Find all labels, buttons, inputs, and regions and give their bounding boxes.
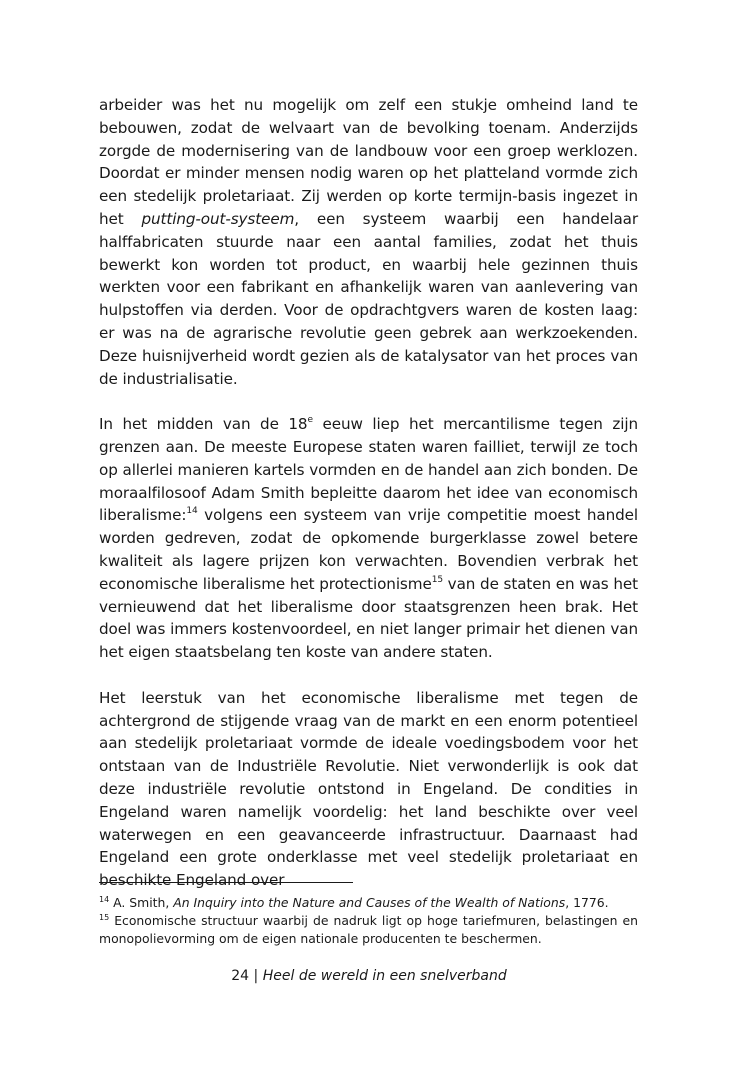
footnote-14-text-a: A. Smith, xyxy=(109,895,174,910)
footnotes xyxy=(99,894,638,948)
paragraph-3: Het leerstuk van het economische liberalisme met tegen de achtergrond de stijgende vraag van de markt en een enorm potentieel aan stedelijk proletariaat vormde de ideale voedingsbodem voor het ontstaan van de Industriële Revolutie. Niet verwonderlijk is ook dat deze industriële revolutie ontstond in Engeland. De condities in Engeland waren namelijk voordelig: het land beschikte over veel waterwegen en een geavanceerde infrastructuur. Daarnaast had Engeland een grote onderklasse met veel stedelijk proletariaat en beschikte Engeland over xyxy=(99,688,638,890)
footnote-divider xyxy=(99,882,353,883)
paragraph-2-text-c: volgens een systeem van vrije competitie moest handel worden gedreven, zodat de opkomende burgerklasse zowel betere kwaliteit als lagere prijzen kon verwachten. Bovendien verbrak het economische liberalisme het protectionisme xyxy=(99,506,638,593)
page-body xyxy=(99,94,638,892)
paragraph-1 xyxy=(99,94,638,390)
page-number: 24 xyxy=(231,968,250,984)
ordinal-superscript: e xyxy=(307,415,313,426)
footnote-15-text: Economische structuur waarbij de nadruk ligt op hoge tariefmuren, belastingen en monopolievorming om de eigen nationale producenten te beschermen. xyxy=(99,913,638,946)
footnote-ref-15[interactable]: 15 xyxy=(431,574,443,585)
paragraph-2-text-a: In het midden van de 18 xyxy=(99,415,308,434)
paragraph-1-text-a: arbeider was het nu mogelijk om zelf een stukje omheind land te bebouwen, zodat de welvaart van de bevolking toenam. Anderzijds zorgde de modernisering van de landbouw voor een groep werklozen. Doordat er minder mensen nodig waren op het platteland vormde zich een stedelijk proletariaat. Zij werden op korte termijn-basis ingezet in het xyxy=(99,96,638,228)
footnote-15-number: 15 xyxy=(99,912,110,922)
page-footer xyxy=(0,966,738,986)
footer-separator: | xyxy=(249,968,263,984)
paragraph-2 xyxy=(99,413,638,664)
footnote-14-number: 14 xyxy=(99,894,110,904)
footnote-ref-14[interactable]: 14 xyxy=(186,506,198,517)
putting-out-system-term: putting-out-systeem xyxy=(141,209,295,228)
paragraph-1-text-b: , een systeem waarbij een handelaar halffabricaten stuurde naar een aantal families, zodat het thuis bewerkt kon worden tot product, en waarbij hele gezinnen thuis werkten voor een fabrikant en afhankelijk waren van aanlevering van hulpstoffen via derden. Voor de opdrachtgvers waren de kosten laag: er was na de agrarische revolutie geen gebrek aan werkzoekenden. Deze huisnijverheid wordt gezien als de katalysator van het proces van de industrialisatie. xyxy=(99,209,638,388)
paragraph-2-text-d: van de staten en was het vernieuwend dat het liberalisme door staatsgrenzen heen brak. Het doel was immers kostenvoordeel, en niet langer primair het dienen van het eigen staatsbelang ten koste van andere staten. xyxy=(99,574,638,662)
running-book-title: Heel de wereld in een snelverband xyxy=(262,968,507,984)
footnote-14 xyxy=(99,894,638,912)
paragraph-2-text-b: eeuw liep het mercantilisme tegen zijn grenzen aan. De meeste Europese staten waren failliet, terwijl ze toch op allerlei manieren kartels vormden en de handel aan zich bonden. De moraalfilosoof Adam Smith bepleitte daarom het idee van economisch liberalisme: xyxy=(99,415,638,525)
footnote-14-text-b: , 1776. xyxy=(565,895,609,910)
footnote-14-book-title: An Inquiry into the Nature and Causes of the Wealth of Nations xyxy=(173,895,566,910)
footnote-15 xyxy=(99,912,638,948)
